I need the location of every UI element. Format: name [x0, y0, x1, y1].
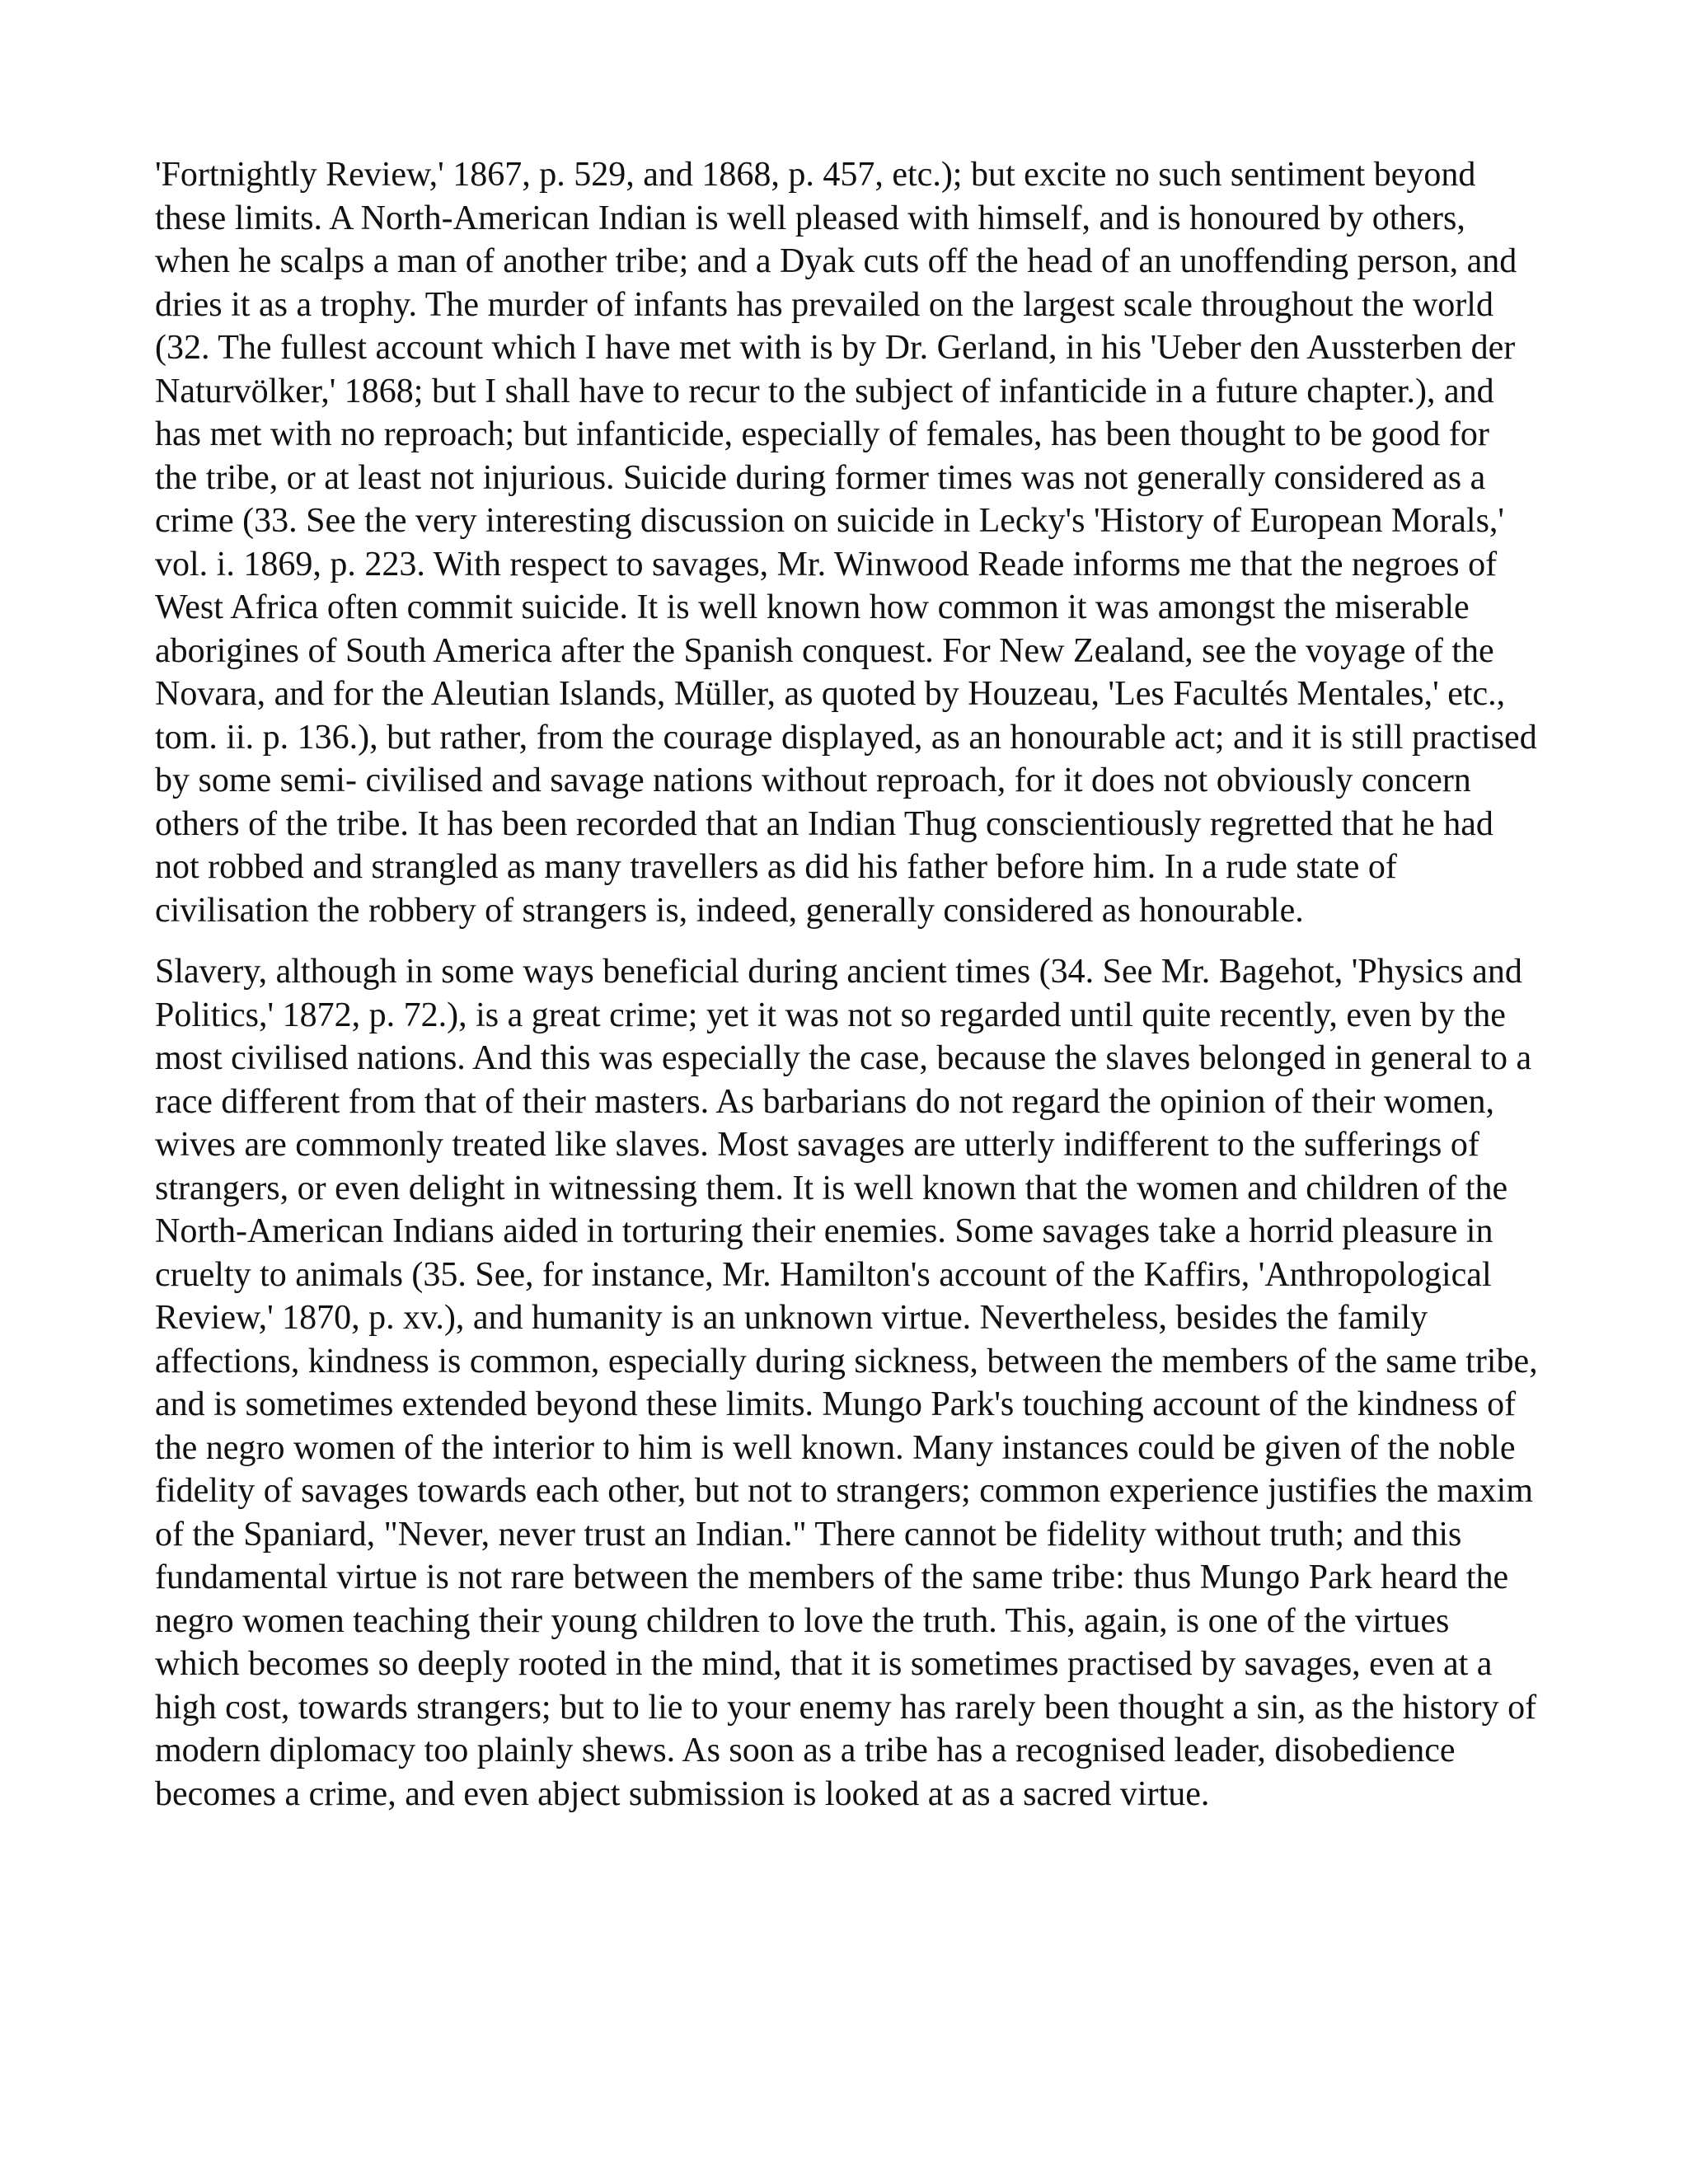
document-page	[155, 153, 1540, 1834]
paragraph-2: Slavery, although in some ways beneficial during ancient times (34. See Mr. Bagehot, 'Physics and Politics,' 1872, p. 72.), is a great crime; yet it was not so regarded until quite recently, even by the most civilised nations. And this was especially the case, because the slaves belonged in general to a race different from that of their masters. As barbarians do not regard the opinion of their women, wives are commonly treated like slaves. Most savages are utterly indifferent to the sufferings of strangers, or even delight in witnessing them. It is well known that the women and children of the North-American Indians aided in torturing their enemies. Some savages take a horrid pleasure in cruelty to animals (35. See, for instance, Mr. Hamilton's account of the Kaffirs, 'Anthropological Review,' 1870, p. xv.), and humanity is an unknown virtue. Nevertheless, besides the family affections, kindness is common, especially during sickness, between the members of the same tribe, and is sometimes extended beyond these limits. Mungo Park's touching account of the kindness of the negro women of the interior to him is well known. Many instances could be given of the noble fidelity of savages towards each other, but not to strangers; common experience justifies the maxim of the Spaniard, "Never, never trust an Indian." There cannot be fidelity without truth; and this fundamental virtue is not rare between the members of the same tribe: thus Mungo Park heard the negro women teaching their young children to love the truth. This, again, is one of the virtues which becomes so deeply rooted in the mind, that it is sometimes practised by savages, even at a high cost, towards strangers; but to lie to your enemy has rarely been thought a sin, as the history of modern diplomacy too plainly shews. As soon as a tribe has a recognised leader, disobedience becomes a crime, and even abject submission is looked at as a sacred virtue.	[155, 953, 1538, 1813]
paragraph-1: 'Fortnightly Review,' 1867, p. 529, and 1868, p. 457, etc.); but excite no such sentiment beyond these limits. A North-American Indian is well pleased with himself, and is honoured by others, when he scalps a man of another tribe; and a Dyak cuts off the head of an unoffending person, and dries it as a trophy. The murder of infants has prevailed on the largest scale throughout the world (32. The fullest account which I have met with is by Dr. Gerland, in his 'Ueber den Aussterben der Naturvölker,' 1868; but I shall have to recur to the subject of infanticide in a future chapter.), and has met with no reproach; but infanticide, especially of females, has been thought to be good for the tribe, or at least not injurious. Suicide during former times was not generally considered as a crime (33. See the very interesting discussion on suicide in Lecky's 'History of European Morals,' vol. i. 1869, p. 223. With respect to savages, Mr. Winwood Reade informs me that the negroes of West Africa often commit suicide. It is well known how common it was amongst the miserable aborigines of South America after the Spanish conquest. For New Zealand, see the voyage of the Novara, and for the Aleutian Islands, Müller, as quoted by Houzeau, 'Les Facultés Mentales,' etc., tom. ii. p. 136.), but rather, from the courage displayed, as an honourable act; and it is still practised by some semi- civilised and savage nations without reproach, for it does not obviously concern others of the tribe. It has been recorded that an Indian Thug conscientiously regretted that he had not robbed and strangled as many travellers as did his father before him. In a rude state of civilisation the robbery of strangers is, indeed, generally considered as honourable.	[155, 156, 1537, 930]
